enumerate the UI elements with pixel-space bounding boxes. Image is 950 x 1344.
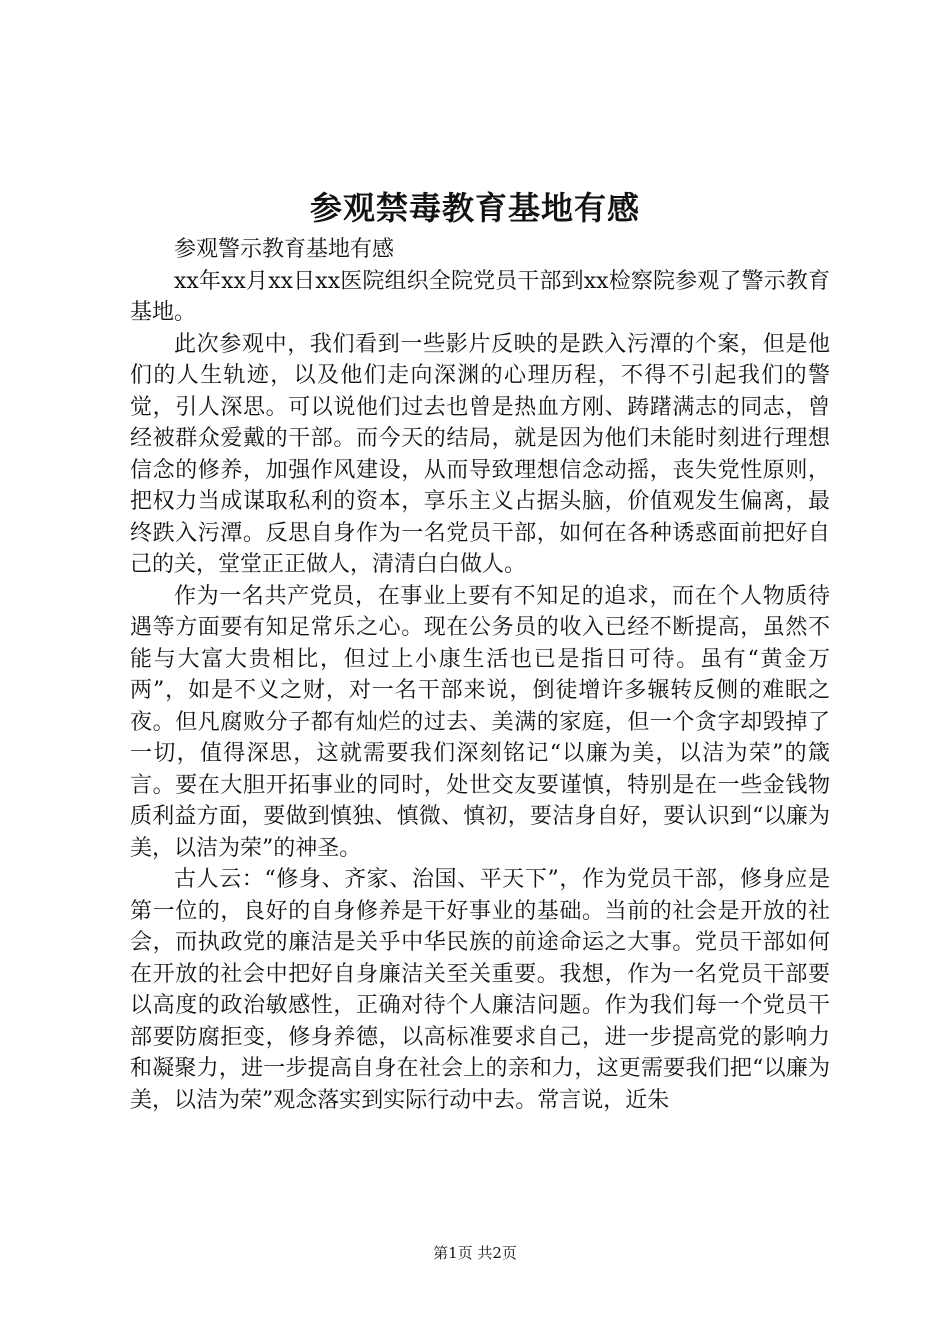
document-title: 参观禁毒教育基地有感 [309,189,640,227]
document-body [130,234,830,1116]
paragraph: 古人云：“修身、齐家、治国、平天下”，作为党员干部，修身应是第一位的，良好的自身修养是干好事业的基础。当前的社会是开放的社会，而执政党的廉洁是关乎中华民族的前途命运之大事。党员干部如何在开放的社会中把好自身廉洁关至关重要。我想，作为一名党员干部要以高度的政治敏感性，正确对待个人廉洁问题。作为我们每一个党员干部要防腐拒变，修身养德，以高标准要求自己，进一步提高党的影响力和凝聚力，进一步提高自身在社会上的亲和力，这更需要我们把“以廉为美，以洁为荣”观念落实到实际行动中去。常言说，近朱 [130,867,830,1113]
paragraph: xx年xx月xx日xx医院组织全院党员干部到xx检察院参观了警示教育基地。 [130,268,830,325]
paragraph: 此次参观中，我们看到一些影片反映的是跌入污潭的个案，但是他们的人生轨迹，以及他们走向深渊的心理历程，不得不引起我们的警觉，引人深思。可以说他们过去也曾是热血方刚、踌躇满志的同志，曾经被群众爱戴的干部。而今天的结局，就是因为他们未能时刻进行理想信念的修养，加强作风建设，从而导致理想信念动摇，丧失党性原则，把权力当成谋取私利的资本，享乐主义占据头脑，价值观发生偏离，最终跌入污潭。反思自身作为一名党员干部，如何在各种诱惑面前把好自己的关，堂堂正正做人，清清白白做人。 [130,331,830,577]
paragraph-subtitle: 参观警示教育基地有感 [174,237,395,262]
paragraph: 作为一名共产党员，在事业上要有不知足的追求，而在个人物质待遇等方面要有知足常乐之心。现在公务员的收入已经不断提高，虽然不能与大富大贵相比，但过上小康生活也已是指日可待。虽有“黄金万两”，如是不义之财，对一名干部来说，倒徒增许多辗转反侧的难眠之夜。但凡腐败分子都有灿烂的过去、美满的家庭，但一个贪字却毁掉了一切，值得深思，这就需要我们深刻铭记“以廉为美，以洁为荣”的箴言。要在大胆开拓事业的同时，处世交友要谨慎，特别是在一些金钱物质利益方面，要做到慎独、慎微、慎初，要洁身自好，要认识到“以廉为美，以洁为荣”的神圣。 [130,583,830,861]
page-number: 第1页 共2页 [433,1244,517,1262]
